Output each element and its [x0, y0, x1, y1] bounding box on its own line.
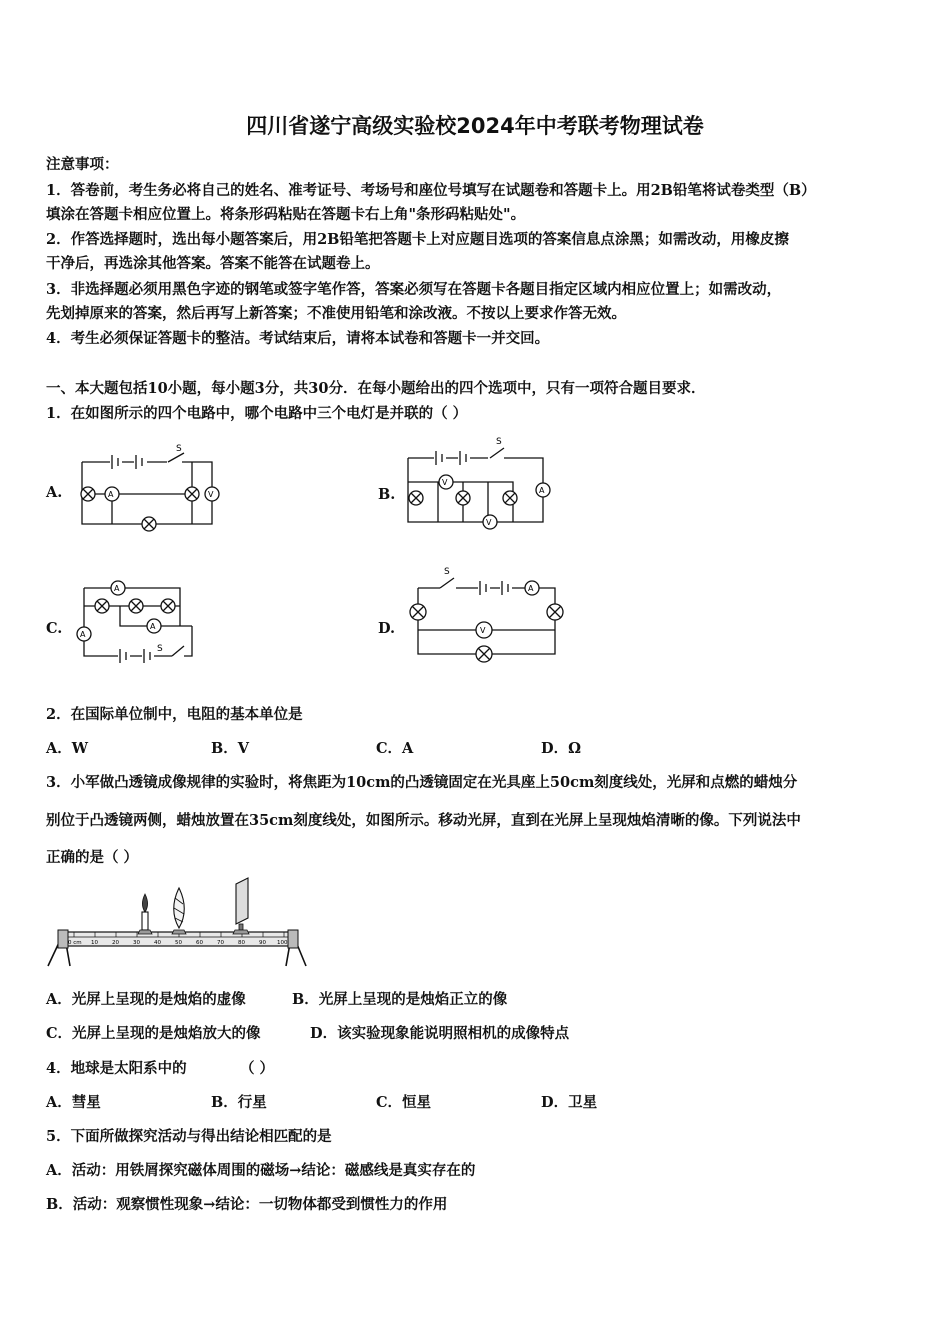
- circuit-c-ammeter-2-label: A: [150, 622, 156, 631]
- section-1-heading: 一、本大题包括10小题，每小题3分，共30分．在每小题给出的四个选项中，只有一项符合题目要求．: [46, 380, 706, 397]
- q5-stem: 5．下面所做探究活动与得出结论相匹配的是: [46, 1128, 332, 1145]
- q2-option-d: D．Ω: [541, 740, 581, 757]
- circuit-b-ammeter-label: A: [539, 486, 545, 495]
- ruler-tick-50: 50: [175, 940, 182, 946]
- circuit-d-voltmeter-label: V: [480, 626, 486, 635]
- ruler-tick-100: 100: [277, 940, 288, 946]
- circuit-d-ammeter-label: A: [528, 584, 534, 593]
- ruler-tick-60: 60: [196, 940, 203, 946]
- q4-stem: 4．地球是太阳系中的: [46, 1060, 187, 1077]
- q3-option-a: A．光屏上呈现的是烛焰的虚像: [46, 991, 246, 1008]
- q3-stem-line-1: 3．小军做凸透镜成像规律的实验时，将焦距为10cm的凸透镜固定在光具座上50cm刻度线处，光屏和点燃的蜡烛分: [46, 774, 798, 791]
- q1-option-b-label: B.: [378, 486, 396, 503]
- q4-option-b: B．行星: [211, 1094, 267, 1111]
- circuit-diagram-b: [398, 432, 558, 537]
- circuit-b-switch-label: S: [496, 437, 502, 447]
- ruler-tick-70: 70: [217, 940, 224, 946]
- q3-option-b: B．光屏上呈现的是烛焰正立的像: [292, 991, 508, 1008]
- circuit-c-ammeter-1-label: A: [114, 584, 120, 593]
- q2-option-c: C．A: [376, 740, 414, 757]
- q2-option-a: A．W: [46, 740, 89, 757]
- circuit-c-switch-label: S: [157, 644, 163, 654]
- circuit-diagram-c: [72, 574, 202, 669]
- notice-item-3a: 3．非选择题必须用黑色字迹的钢笔或签字笔作答，答案必须写在答题卡各题目指定区域内相应位置上；如需改动，: [46, 281, 782, 298]
- q3-stem-line-3: 正确的是（ ）: [46, 849, 139, 866]
- ruler-tick-40: 40: [154, 940, 161, 946]
- ruler-unit-label: 0 cm: [68, 940, 82, 946]
- circuit-b-voltmeter-1-label: V: [442, 478, 448, 487]
- q1-stem: 1．在如图所示的四个电路中，哪个电路中三个电灯是并联的（ ）: [46, 405, 468, 422]
- notice-item-1b: 填涂在答题卡相应位置上。将条形码粘贴在答题卡右上角"条形码粘贴处"。: [46, 206, 526, 223]
- q1-option-d-label: D.: [378, 620, 396, 637]
- circuit-diagram-a: [72, 440, 232, 535]
- circuit-a-voltmeter-label: V: [208, 490, 214, 499]
- exam-title: 四川省遂宁高级实验校2024年中考联考物理试卷: [246, 114, 704, 138]
- q4-option-c: C．恒星: [376, 1094, 432, 1111]
- notice-item-2b: 干净后，再选涂其他答案。答案不能答在试题卷上。: [46, 255, 380, 272]
- notice-heading: 注意事项：: [46, 156, 119, 173]
- ruler-tick-10: 10: [91, 940, 98, 946]
- notice-item-1a: 1．答卷前，考生务必将自己的姓名、准考证号、考场号和座位号填写在试题卷和答题卡上。用2B铅笔将试卷类型（B）: [46, 182, 816, 199]
- q4-option-d: D．卫星: [541, 1094, 598, 1111]
- circuit-b-voltmeter-2-label: V: [486, 518, 492, 527]
- q2-stem: 2．在国际单位制中，电阻的基本单位是: [46, 706, 303, 723]
- notice-item-2a: 2．作答选择题时，选出每小题答案后，用2B铅笔把答题卡上对应题目选项的答案信息点涂黑；如需改动，用橡皮擦: [46, 231, 789, 248]
- q3-option-c: C．光屏上呈现的是烛焰放大的像: [46, 1025, 261, 1042]
- q1-option-a-label: A.: [46, 484, 63, 501]
- q3-option-d: D．该实验现象能说明照相机的成像特点: [310, 1025, 570, 1042]
- q5-option-a: A．活动：用铁屑探究磁体周围的磁场→结论：磁感线是真实存在的: [46, 1162, 476, 1179]
- notice-item-4: 4．考生必须保证答题卡的整洁。考试结束后，请将本试卷和答题卡一并交回。: [46, 330, 550, 347]
- ruler-tick-80: 80: [238, 940, 245, 946]
- optical-bench-diagram: [44, 874, 314, 970]
- circuit-c-ammeter-3-label: A: [80, 630, 86, 639]
- q4-option-a: A．彗星: [46, 1094, 101, 1111]
- q4-answer-parentheses: （ ）: [240, 1060, 275, 1077]
- circuit-a-switch-label: S: [176, 444, 182, 454]
- q2-option-b: B．V: [211, 740, 250, 757]
- q1-option-c-label: C.: [46, 620, 63, 637]
- circuit-d-switch-label: S: [444, 567, 450, 577]
- circuit-a-ammeter-label: A: [108, 490, 114, 499]
- ruler-tick-30: 30: [133, 940, 140, 946]
- circuit-diagram-d: [400, 562, 575, 672]
- notice-item-3b: 先划掉原来的答案，然后再写上新答案；不准使用铅笔和涂改液。不按以上要求作答无效。: [46, 305, 626, 322]
- q3-stem-line-2: 别位于凸透镜两侧，蜡烛放置在35cm刻度线处，如图所示。移动光屏，直到在光屏上呈现烛焰清晰的像。下列说法中: [46, 812, 801, 829]
- ruler-tick-90: 90: [259, 940, 266, 946]
- q5-option-b: B．活动：观察惯性现象→结论：一切物体都受到惯性力的作用: [46, 1196, 448, 1213]
- ruler-tick-20: 20: [112, 940, 119, 946]
